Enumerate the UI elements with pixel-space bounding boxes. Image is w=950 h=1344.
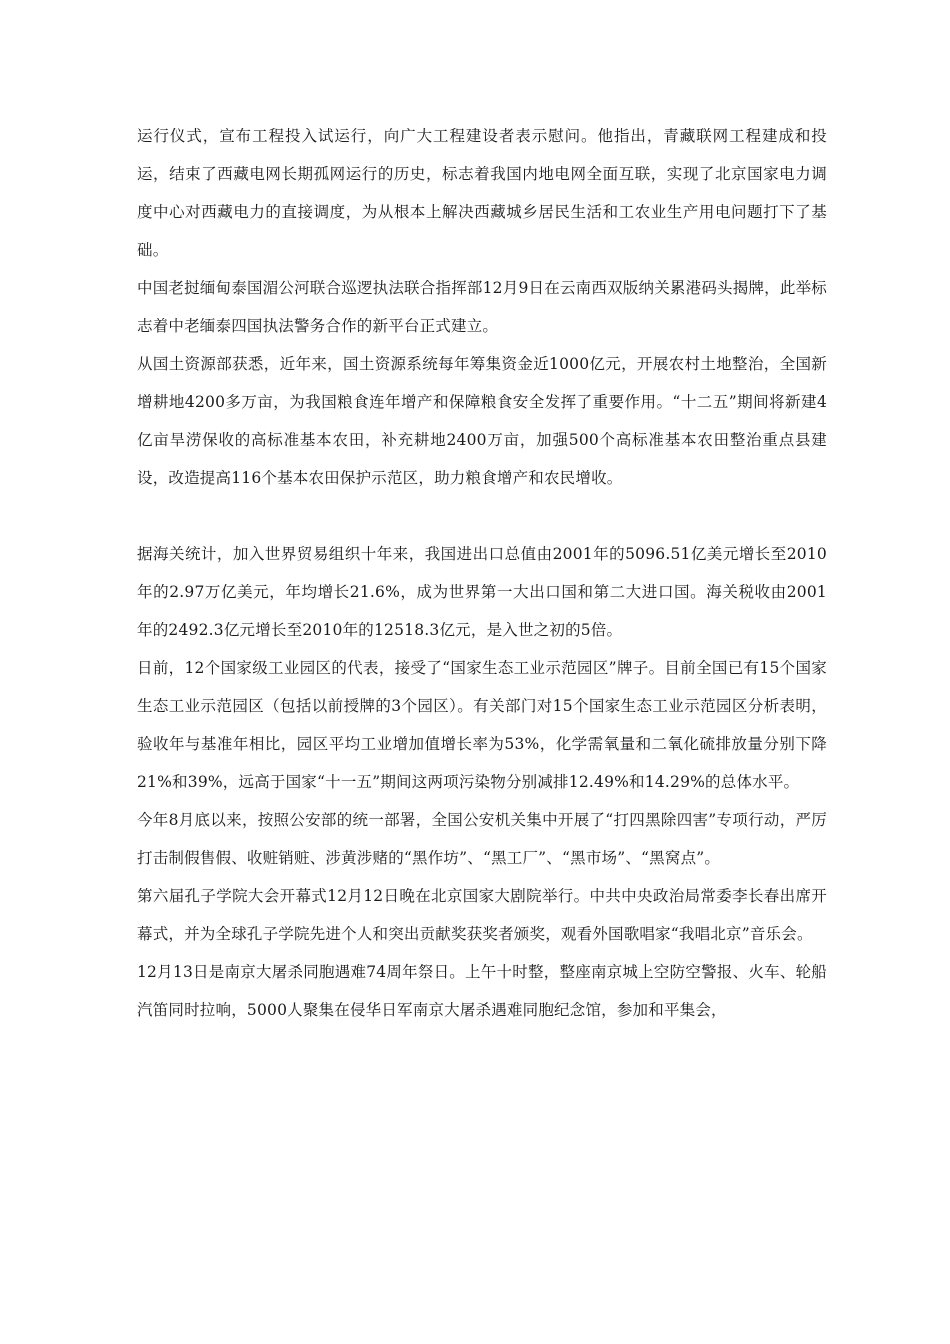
paragraph-police-campaign: 今年8月底以来，按照公安部的统一部署，全国公安机关集中开展了“打四黑除四害”专项行动，严厉打击制假售假、收赃销赃、涉黄涉赌的“黑作坊”、“黑工厂”、“黑市场”、“黑窝点”。 — [137, 811, 827, 867]
paragraph-customs-statistics: 据海关统计，加入世界贸易组织十年来，我国进出口总值由2001年的5096.51亿美元增长至2010年的2.97万亿美元，年均增长21.6%，成为世界第一大出口国和第二大进口国。海关税收由2001年的2492.3亿元增长至2010年的12518.3亿元，是入世之初的5倍。 — [137, 545, 827, 639]
paragraph-nanjing-memorial: 12月13日是南京大屠杀同胞遇难74周年祭日。上午十时整，整座南京城上空防空警报、火车、轮船汽笛同时拉响，5000人聚集在侵华日军南京大屠杀遇难同胞纪念馆，参加和平集会， — [137, 963, 827, 1019]
document-body — [137, 117, 827, 1029]
paragraph-mekong-patrol: 中国老挝缅甸泰国湄公河联合巡逻执法联合指挥部12月9日在云南西双版纳关累港码头揭牌，此举标志着中老缅泰四国执法警务合作的新平台正式建立。 — [137, 279, 827, 335]
paragraph-confucius-institute: 第六届孔子学院大会开幕式12月12日晚在北京国家大剧院举行。中共中央政治局常委李长春出席开幕式，并为全球孔子学院先进个人和突出贡献奖获奖者颁奖，观看外国歌唱家“我唱北京”音乐会。 — [137, 887, 827, 943]
paragraph-land-consolidation: 从国土资源部获悉，近年来，国土资源系统每年筹集资金近1000亿元，开展农村土地整治，全国新增耕地4200多万亩，为我国粮食连年增产和保障粮食安全发挥了重要作用。“十二五”期间将新建4亿亩旱涝保收的高标准基本农田，补充耕地2400万亩，加强500个高标准基本农田整治重点县建设，改造提高116个基本农田保护示范区，助力粮食增产和农民增收。 — [137, 355, 827, 487]
paragraph-qinghai-tibet-grid: 运行仪式，宣布工程投入试运行，向广大工程建设者表示慰问。他指出，青藏联网工程建成和投运，结束了西藏电网长期孤网运行的历史，标志着我国内地电网全面互联，实现了北京国家电力调度中心对西藏电力的直接调度，为从根本上解决西藏城乡居民生活和工农业生产用电问题打下了基础。 — [137, 127, 827, 259]
paragraph-eco-industrial-parks: 日前，12个国家级工业园区的代表，接受了“国家生态工业示范园区”牌子。目前全国已有15个国家生态工业示范园区（包括以前授牌的3个园区）。有关部门对15个国家生态工业示范园区分析表明，验收年与基准年相比，园区平均工业增加值增长率为53%，化学需氧量和二氧化硫排放量分别下降21%和39%，远高于国家“十一五”期间这两项污染物分别减排12.49%和14.29%的总体水平。 — [137, 659, 827, 791]
